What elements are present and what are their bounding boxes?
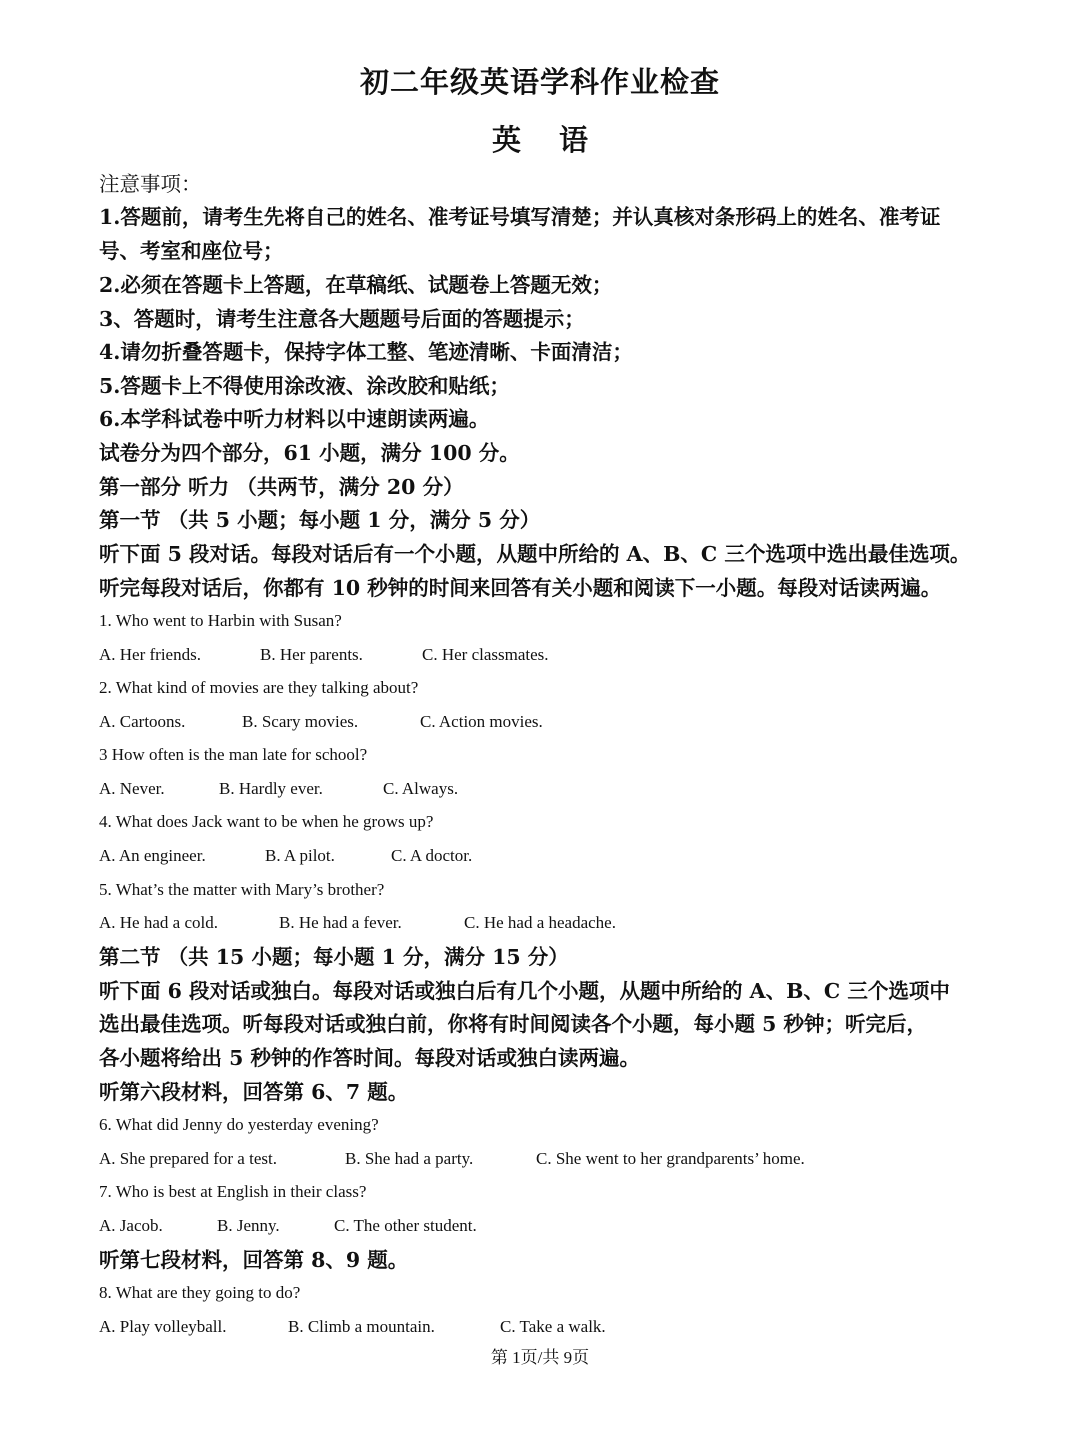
- option-5c: C. He had a headache.: [464, 913, 616, 932]
- question-5: 5. What’s the matter with Mary’s brother?: [99, 880, 385, 899]
- option-4b: B. A pilot.: [265, 846, 335, 865]
- option-8b: B. Climb a mountain.: [288, 1317, 435, 1336]
- notice-item-1b: 号、考室和座位号；: [99, 239, 284, 263]
- option-8a: A. Play volleyball.: [99, 1317, 227, 1336]
- section2-instruction-b: 选出最佳选项。听每段对话或独白前，你将有时间阅读各个小题，每小题 5 秒钟；听完后，: [99, 1012, 928, 1036]
- option-1c: C. Her classmates.: [422, 645, 549, 664]
- notice-item-3: 3、答题时，请考生注意各大题题号后面的答题提示；: [99, 307, 585, 331]
- exam-summary: 试卷分为四个部分，61 小题，满分 100 分。: [99, 441, 520, 465]
- section2-instruction-a: 听下面 6 段对话或独白。每段对话或独白后有几个小题，从题中所给的 A、B、C 三个选项中: [99, 979, 950, 1003]
- option-7c: C. The other student.: [334, 1216, 477, 1235]
- option-4c: C. A doctor.: [391, 846, 473, 865]
- section2-heading: 第二节 （共 15 小题；每小题 1 分，满分 15 分）: [99, 945, 569, 969]
- question-2: 2. What kind of movies are they talking about?: [99, 678, 419, 697]
- subject-title: 英 语: [491, 123, 603, 157]
- option-3b: B. Hardly ever.: [219, 779, 323, 798]
- page-number: 第 1页/共 9页: [490, 1348, 590, 1367]
- notice-item-6: 6.本学科试卷中听力材料以中速朗读两遍。: [99, 407, 490, 431]
- material-7-heading: 听第七段材料，回答第 8、9 题。: [99, 1248, 409, 1272]
- option-1a: A. Her friends.: [99, 645, 201, 664]
- option-4a: A. An engineer.: [99, 846, 206, 865]
- option-5a: A. He had a cold.: [99, 913, 218, 932]
- notice-item-1a: 1.答题前，请考生先将自己的姓名、准考证号填写清楚；并认真核对条形码上的姓名、准考证: [99, 205, 941, 229]
- section1-heading: 第一节 （共 5 小题；每小题 1 分，满分 5 分）: [99, 508, 541, 532]
- page-title: 初二年级英语学科作业检查: [359, 65, 720, 99]
- notice-item-5: 5.答题卡上不得使用涂改液、涂改胶和贴纸；: [99, 374, 510, 398]
- option-5b: B. He had a fever.: [279, 913, 402, 932]
- section1-instruction-b: 听完每段对话后，你都有 10 秒钟的时间来回答有关小题和阅读下一小题。每段对话读两遍。: [99, 576, 942, 600]
- option-7b: B. Jenny.: [217, 1216, 280, 1235]
- material-6-heading: 听第六段材料，回答第 6、7 题。: [99, 1080, 409, 1104]
- question-7: 7. Who is best at English in their class?: [99, 1182, 367, 1201]
- option-8c: C. Take a walk.: [500, 1317, 606, 1336]
- notice-item-4: 4.请勿折叠答题卡，保持字体工整、笔迹清晰、卡面清洁；: [99, 340, 633, 364]
- question-4: 4. What does Jack want to be when he grows up?: [99, 812, 434, 831]
- option-6a: A. She prepared for a test.: [99, 1149, 277, 1168]
- section2-instruction-c: 各小题将给出 5 秒钟的作答时间。每段对话或独白读两遍。: [99, 1046, 641, 1070]
- notice-item-2: 2.必须在答题卡上答题，在草稿纸、试题卷上答题无效；: [99, 273, 613, 297]
- question-6: 6. What did Jenny do yesterday evening?: [99, 1115, 379, 1134]
- part1-heading: 第一部分 听力 （共两节，满分 20 分）: [99, 475, 464, 499]
- question-8: 8. What are they going to do?: [99, 1283, 301, 1302]
- option-2a: A. Cartoons.: [99, 712, 186, 731]
- section1-instruction-a: 听下面 5 段对话。每段对话后有一个小题，从题中所给的 A、B、C 三个选项中选出最佳选项。: [99, 542, 971, 566]
- question-1: 1. Who went to Harbin with Susan?: [99, 611, 342, 630]
- option-2c: C. Action movies.: [420, 712, 543, 731]
- notice-heading: 注意事项：: [99, 172, 202, 196]
- option-6b: B. She had a party.: [345, 1149, 474, 1168]
- question-3: 3 How often is the man late for school?: [99, 745, 368, 764]
- option-2b: B. Scary movies.: [242, 712, 359, 731]
- option-7a: A. Jacob.: [99, 1216, 163, 1235]
- option-1b: B. Her parents.: [260, 645, 363, 664]
- option-3a: A. Never.: [99, 779, 165, 798]
- option-3c: C. Always.: [383, 779, 459, 798]
- option-6c: C. She went to her grandparents’ home.: [536, 1149, 805, 1168]
